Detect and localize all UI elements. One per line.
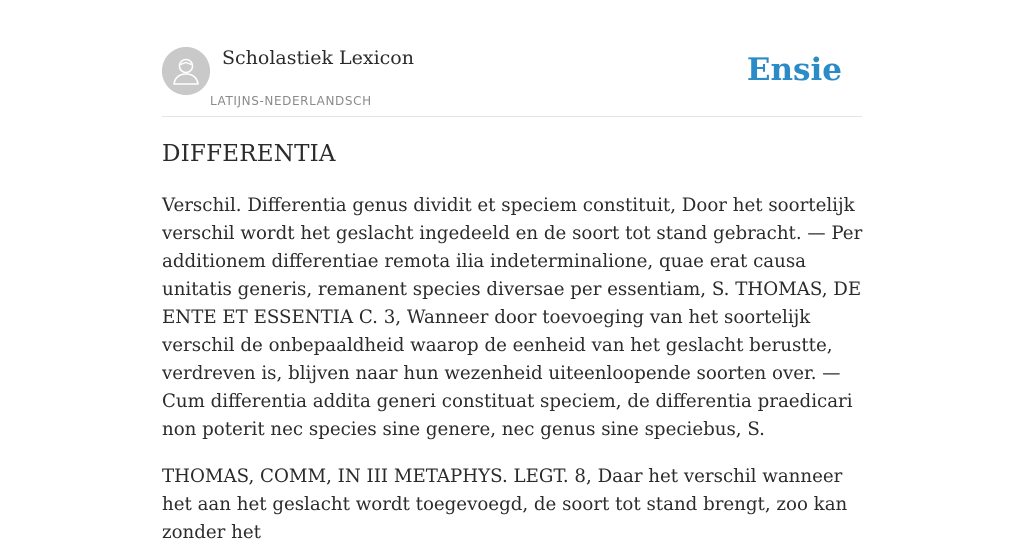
page-header (162, 46, 862, 117)
entry-paragraph: THOMAS, COMM, IN III METAPHYS. LEGT. 8, Daar het verschil wanneer het aan het geslacht wordt toegevoegd, de soort tot stand brengt, zoo kan zonder het (162, 466, 848, 543)
entry-title: DIFFERENTIA (162, 141, 336, 167)
user-icon[interactable] (162, 47, 210, 95)
entry-paragraph: Verschil. Differentia genus dividit et speciem constituit, Door het soortelijk verschil wordt het geslacht ingedeeld en de soort tot stand gebracht. — Per additionem differentiae remota ilia indeterminalione, quae erat causa unitatis generis, remanent species diversae per essentiam, S. THOMAS, DE ENTE ET ESSENTIA C. 3, Wanneer door toevoeging van het soortelijk verschil de onbepaaldheid waarop de eenheid van het geslacht berustte, verdreven is, blijven naar hun wezenheid uiteenloopende soorten over. — Cum differentia addita generi constituat speciem, de differentia praedicari non poterit nec species sine genere, nec genus sine speciebus, S. (162, 195, 863, 440)
dictionary-title[interactable]: Scholastiek Lexicon (222, 47, 414, 69)
dictionary-subtitle: LATIJNS-NEDERLANDSCH (210, 94, 372, 108)
brand-logo[interactable]: Ensie (746, 52, 842, 88)
entry-content (162, 138, 864, 547)
